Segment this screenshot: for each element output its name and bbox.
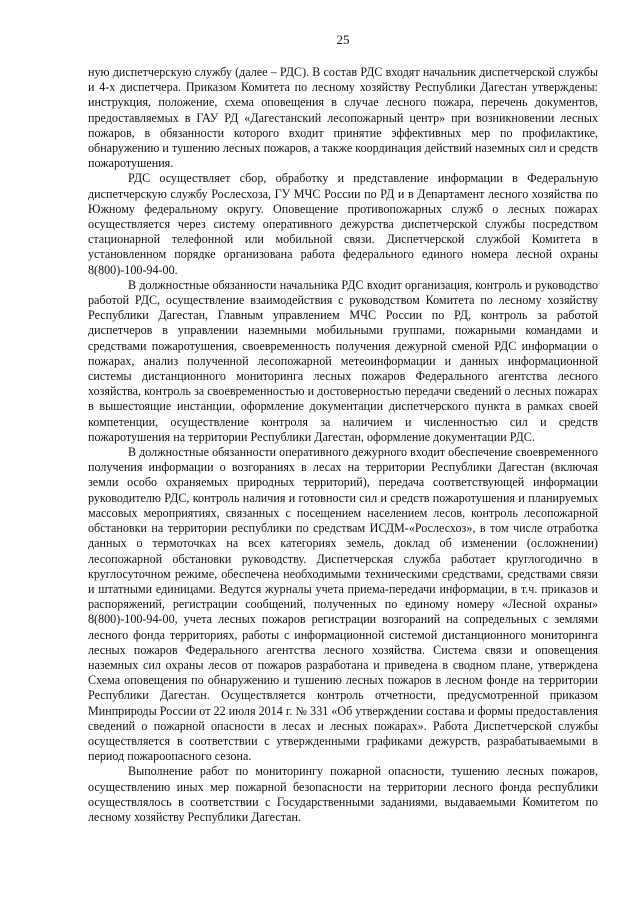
paragraph-2: РДС осуществляет сбор, обработку и представление информации в Федеральную диспетчерскую службу Рослесхоза, ГУ МЧС России по РД и в Департамент лесного хозяйства по Южному федеральному округу. Оповещение противопожарных служб о лесных пожарах осуществляется через систему оперативного дежурства диспетчерской службы посредством стационарной телефонной или мобильной связи. Диспетчерской службой Комитета в установленном порядке организована работа федерального единого номера лесной охраны 8(800)-100-94-00. xyxy=(88,171,598,277)
paragraph-1: ную диспетчерскую службу (далее – РДС). В состав РДС входят начальник диспетчерской службы и 4-х диспетчера. Приказом Комитета по лесному хозяйству Республики Дагестан утверждены: инструкция, положение, схема оповещения в случае лесного пожара, перечень документов, предоставляемых в ГАУ РД «Дагестанский лесопожарный центр» при возникновении лесных пожаров, в обязанности которого входит принятие эффективных мер по профилактике, обнаружению и тушению лесных пожаров, а также координация действий наземных сил и средств пожаротушения. xyxy=(88,65,598,171)
paragraph-4: В должностные обязанности оперативного дежурного входит обеспечение своевременного получения информации о возгораниях в лесах на территории Республики Дагестан (включая земли особо охраняемых природных территорий), передача соответствующей информации руководителю РДС, контроль наличия и готовности сил и средств пожаротушения и планируемых массовых мероприятиях, связанных с посещением населением лесов, контроль лесопожарной обстановки на территории республики по средствам ИСДМ-«Рослесхоз», в том числе отработка данных о термоточках на всех категориях земель, доклад об изменении (осложнении) лесопожарной обстановки руководству. Диспетчерская служба работает круглогодично в круглосуточном режиме, обеспечена необходимыми техническими средствами, средствами связи и штатными единицами. Ведутся журналы учета приема-передачи информации, в т.ч. приказов и распоряжений, регистрации сообщений, полученных по единому номеру «Лесной охраны» 8(800)-100-94-00, учета лесных пожаров регистрации возгораний на сопредельных с землями лесного фонда территориях, работы с информационной системой дистанционного мониторинга лесных пожаров Федерального агентства лесного хозяйства. Система связи и оповещения наземных сил охраны лесов от пожаров разработана и приведена в сводном плане, утверждена Схема оповещения по обнаружению и тушению лесных пожаров в лесном фонде на территории Республики Дагестан. Осуществляется контроль отчетности, предусмотренной приказом Минприроды России от 22 июля 2014 г. № 331 «Об утверждении состава и формы предоставления сведений о пожарной опасности в лесах и лесных пожарах». Работа Диспетчерской службы осуществляется в соответствии с утвержденными графиками дежурств, разрабатываемыми в период пожароопасного сезона. xyxy=(88,445,598,764)
paragraph-3: В должностные обязанности начальника РДС входит организация, контроль и руководство работой РДС, осуществление взаимодействия с руководством Комитета по лесному хозяйству Республики Дагестан, Главным управлением МЧС России по РД, контроль за работой диспетчеров в управлении наземными мобильными группами, пожарными командами и средствами пожаротушения, своевременность получения дежурной сменой РДС информации о пожарах, анализ полученной лесопожарной метеоинформации и данных информационной системы дистанционного мониторинга лесных пожаров Федерального агентства лесного хозяйства, контроль за своевременностью и достоверностью передачи сведений о лесных пожарах в вышестоящие инстанции, оформление документации диспетчерского пункта в рамках своей компетенции, осуществление контроля за наличием и численностью сил и средств пожаротушения на территории Республики Дагестан, оформление документации РДС. xyxy=(88,277,598,444)
paragraph-5: Выполнение работ по мониторингу пожарной опасности, тушению лесных пожаров, осуществлению иных мер пожарной безопасности на территории лесного фонда республики осуществлялось в соответствии с Государственными заданиями, выдаваемыми Комитетом по лесному хозяйству Республики Дагестан. xyxy=(88,764,598,824)
page-number: 25 xyxy=(336,32,350,47)
